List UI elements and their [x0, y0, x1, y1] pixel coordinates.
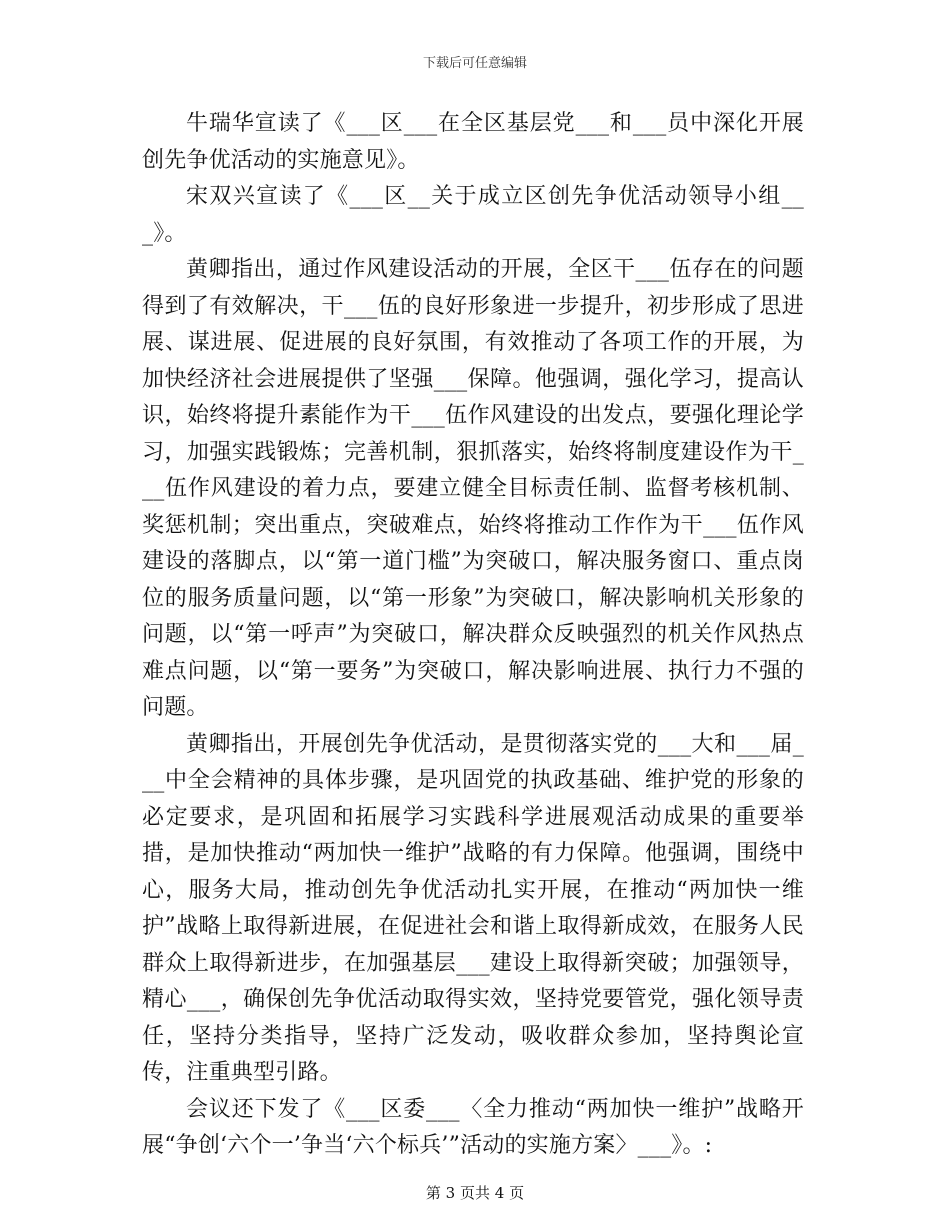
paragraph-3: 黄卿指出，通过作风建设活动的开展，全区干___伍存在的问题得到了有效解决，干___伍的良好形象进一步提升，初步形成了思进展、谋进展、促进展的良好氛围，有效推动了各项工作的开展，为加快经济社会进展提供了坚强___保障。他强调，强化学习，提高认识，始终将提升素能作为干___伍作风建设的出发点，要强化理论学习，加强实践锻炼；完善机制，狠抓落实，始终将制度建设作为干___伍作风建设的着力点，要建立健全目标责任制、监督考核机制、奖惩机制；突出重点，突破难点，始终将推动工作作为干___伍作风建设的落脚点，以“第一道门槛”为突破口，解决服务窗口、重点岗位的服务质量问题，以“第一形象”为突破口，解决影响机关形象的问题，以“第一呼声”为突破口，解决群众反映强烈的机关作风热点难点问题，以“第一要务”为突破口，解决影响进展、执行力不强的问题。	[142, 257, 804, 720]
paragraph-5: 会议还下发了《___区委___〈全力推动“两加快一维护”战略开展“争创‘六个一’争当‘六个标兵’”活动的实施方案〉___》。:	[142, 1096, 804, 1158]
page-footer: 第 3 页共 4 页	[425, 1184, 525, 1202]
paragraph-1: 牛瑞华宣读了《___区___在全区基层党___和___员中深化开展创先争优活动的实施意见》。	[142, 111, 804, 173]
paragraph-4: 黄卿指出，开展创先争优活动，是贯彻落实党的___大和___届___中全会精神的具体步骤，是巩固党的执政基础、维护党的形象的必定要求，是巩固和拓展学习实践科学进展观活动成果的重要举措，是加快推动“两加快一维护”战略的有力保障。他强调，围绕中心，服务大局，推动创先争优活动扎实开展，在推动“两加快一维护”战略上取得新进展，在促进社会和谐上取得新成效，在服务人民群众上取得新进步，在加强基层___建设上取得新突破；加强领导，精心___，确保创先争优活动取得实效，坚持党要管党，强化领导责任，坚持分类指导，坚持广泛发动，吸收群众参加，坚持舆论宣传，注重典型引路。	[142, 731, 804, 1085]
paragraph-2: 宋双兴宣读了《___区__关于成立区创先争优活动领导小组___》。	[142, 184, 804, 246]
document-body	[142, 106, 804, 1165]
page-header: 下载后可任意编辑	[422, 56, 527, 71]
